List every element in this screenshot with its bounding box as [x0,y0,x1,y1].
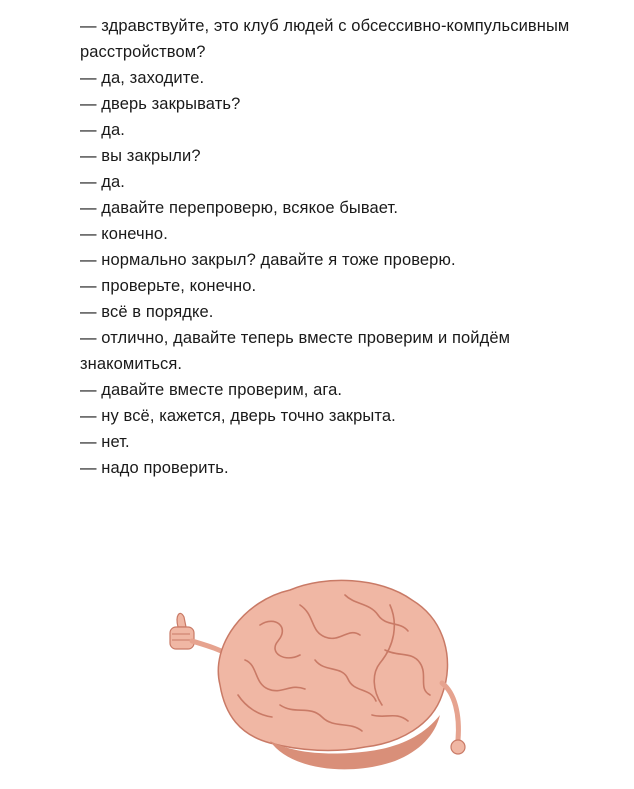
dialogue-line: — да. [80,173,125,191]
dialogue-text [80,13,580,481]
dialogue-line: — да, заходите. [80,69,205,87]
dialogue-line: — нет. [80,433,130,451]
dialogue-line: — да. [80,121,125,139]
dialogue-line: — надо проверить. [80,459,229,477]
dialogue-line: — давайте перепроверю, всякое бывает. [80,199,399,217]
dialogue-line: — давайте вместе проверим, ага. [80,381,343,399]
brain-illustration [150,565,490,780]
dialogue-line: — ну всё, кажется, дверь точно закрыта. [80,407,396,425]
brain-thumbs-up-icon [150,565,490,780]
dialogue-line: — дверь закрывать? [80,95,241,113]
dialogue-line: — всё в порядке. [80,303,214,321]
dialogue-line: — проверьте, конечно. [80,277,257,295]
dialogue-line: — отлично, давайте теперь вместе проверим и пойдём знакомиться. [80,329,511,373]
dialogue-line: — вы закрыли? [80,147,201,165]
brain-arm-right [442,683,465,754]
dialogue-line: — конечно. [80,225,168,243]
dialogue-line: — здравствуйте, это клуб людей с обсессивно-компульсивным расстройством? [80,17,570,61]
dialogue-line: — нормально закрыл? давайте я тоже проверю. [80,251,456,269]
